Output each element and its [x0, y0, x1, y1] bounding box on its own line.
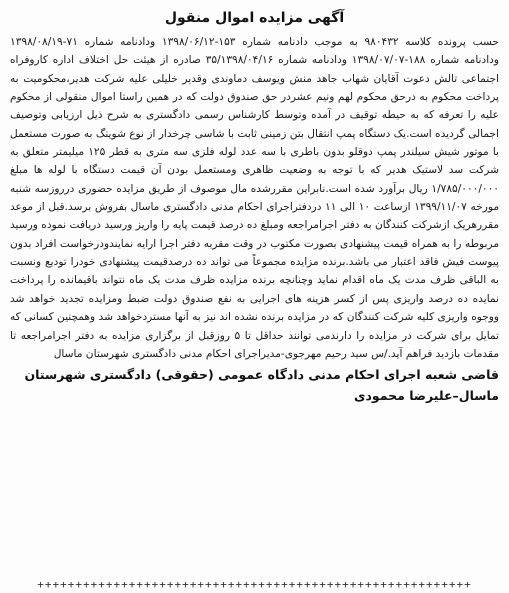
signature-block: [10, 364, 499, 406]
footer-plus-border: +++++++++++++++++++++++++++++++++++++++++++++++++++++++++: [37, 579, 472, 591]
signature-line-judge-name: ماسال–علیرضا محمودی: [354, 388, 499, 404]
notice-body: حسب پرونده کلاسه ۹۸۰۴۳۲ به موجب دادنامه شماره ۱۵۳-۱۳۹۸/۰۶/۱۲ ودادنامه شماره ۷۱-۱۳۹۸/۰۸/۱۹ ودادنامه شماره ۱۸۸-۱۳۹۸/۰۷/۰۷ ودادنامه شماره ۳۵/۱۳۹۸/۰۴/۱۶ صادره از هیئت حل اختلاف اداره کاروفراه اجتماعی تالش دعوت آقایان شهاب جاهد منش ویوسف دماوندی وقدیر خلیلی علیه شرکت هدیر،محکومیت به پرداخت محکوم به درحق محکوم لهم ونیم عشردر حق صندوق دولت که در همین راستا اموال منقولی از محکوم علیه را تعرفه که به حیطه توقیف در آمده وتوسط کارشناس رسمی دادگستری به شرح ذیل ارزیابی وتوصیف اجمالی گردیده است.یک دستگاه پمپ انتقال بتن زمینی ثابت با شاسی چرخدار از نوع شوینگ به صورت مستعمل با موتور شیش سیلندر پمپ دوقلو بدون باطری با سه عدد لوله فلزی سه متری به قطر ۱۲۵ میلیمتر متعلق به شرکت سد لاستیک هدیر که با توجه به وضعیت ظاهری ومستعمل بودن آن قیمت دستگاه با لوله ها مبلغ ۱/۷۸۵/۰۰۰/۰۰۰ ریال برآورد شده است.نابراین مقررشده مال موصوف از طریق مزایده حضوری درروزسه شنبه مورخه ۱۳۹۹/۱۱/۰۷ ازساعت ۱۰ الی ۱۱ دردفتراجرای احکام مدنی دادگستری ماسال بفروش برسد.قبل از موعد مقررهریک ازشرکت کنندگان به دفتر اجرامراجعه ومبلغ ده درصد قیمت پایه را واریز ورسید دریافت نموده ورسید مربوطه را به همراه قیمت پیشنهادی بصورت مکتوب در وقت مقربه دفتر اجرا ارایه نمایندودرخواست افراد بدون پیوست فیش فاقد اعتبار می باشد.برنده مزایده مجموعاً می تواند ده درصدقیمت پیشنهادی خودرا تودیع ونسبت به الباقی ظرف مدت یک ماه اقدام نماید وچنانچه برنده مزایده ظرف مدت یک ماه نتواند باقیمانده را پرداخت نمایده ده درصد واریزی پس از کسر هزینه های اجرایی به نفع صندوق دولت ضبط ومزایده تجدید خواهد شد ووجوه واریزی کلیه شرکت کنندگان که در مزایده برنده نشده اند نیز به آنها مستردخواهد شد وهمچنین کسانی که تمایل برای شرکت در مزایده را دارندمی توانند حداقل تا ۵ روزقبل از برگزاری مزایده به دفتر اجرامراجعه تا مقدمات بازدید فراهم آید./س سید رحیم مهرجوی-مدیراجرای احکام مدنی دادگستری شهرستان ماسال: [10, 36, 500, 360]
notice-title: آگهی مزایده اموال منقول: [164, 10, 345, 26]
signature-line-judge-title: قاضی شعبه اجرای احکام مدنی دادگاه عمومی (حقوقی) دادگستری شهرستان: [24, 367, 499, 383]
